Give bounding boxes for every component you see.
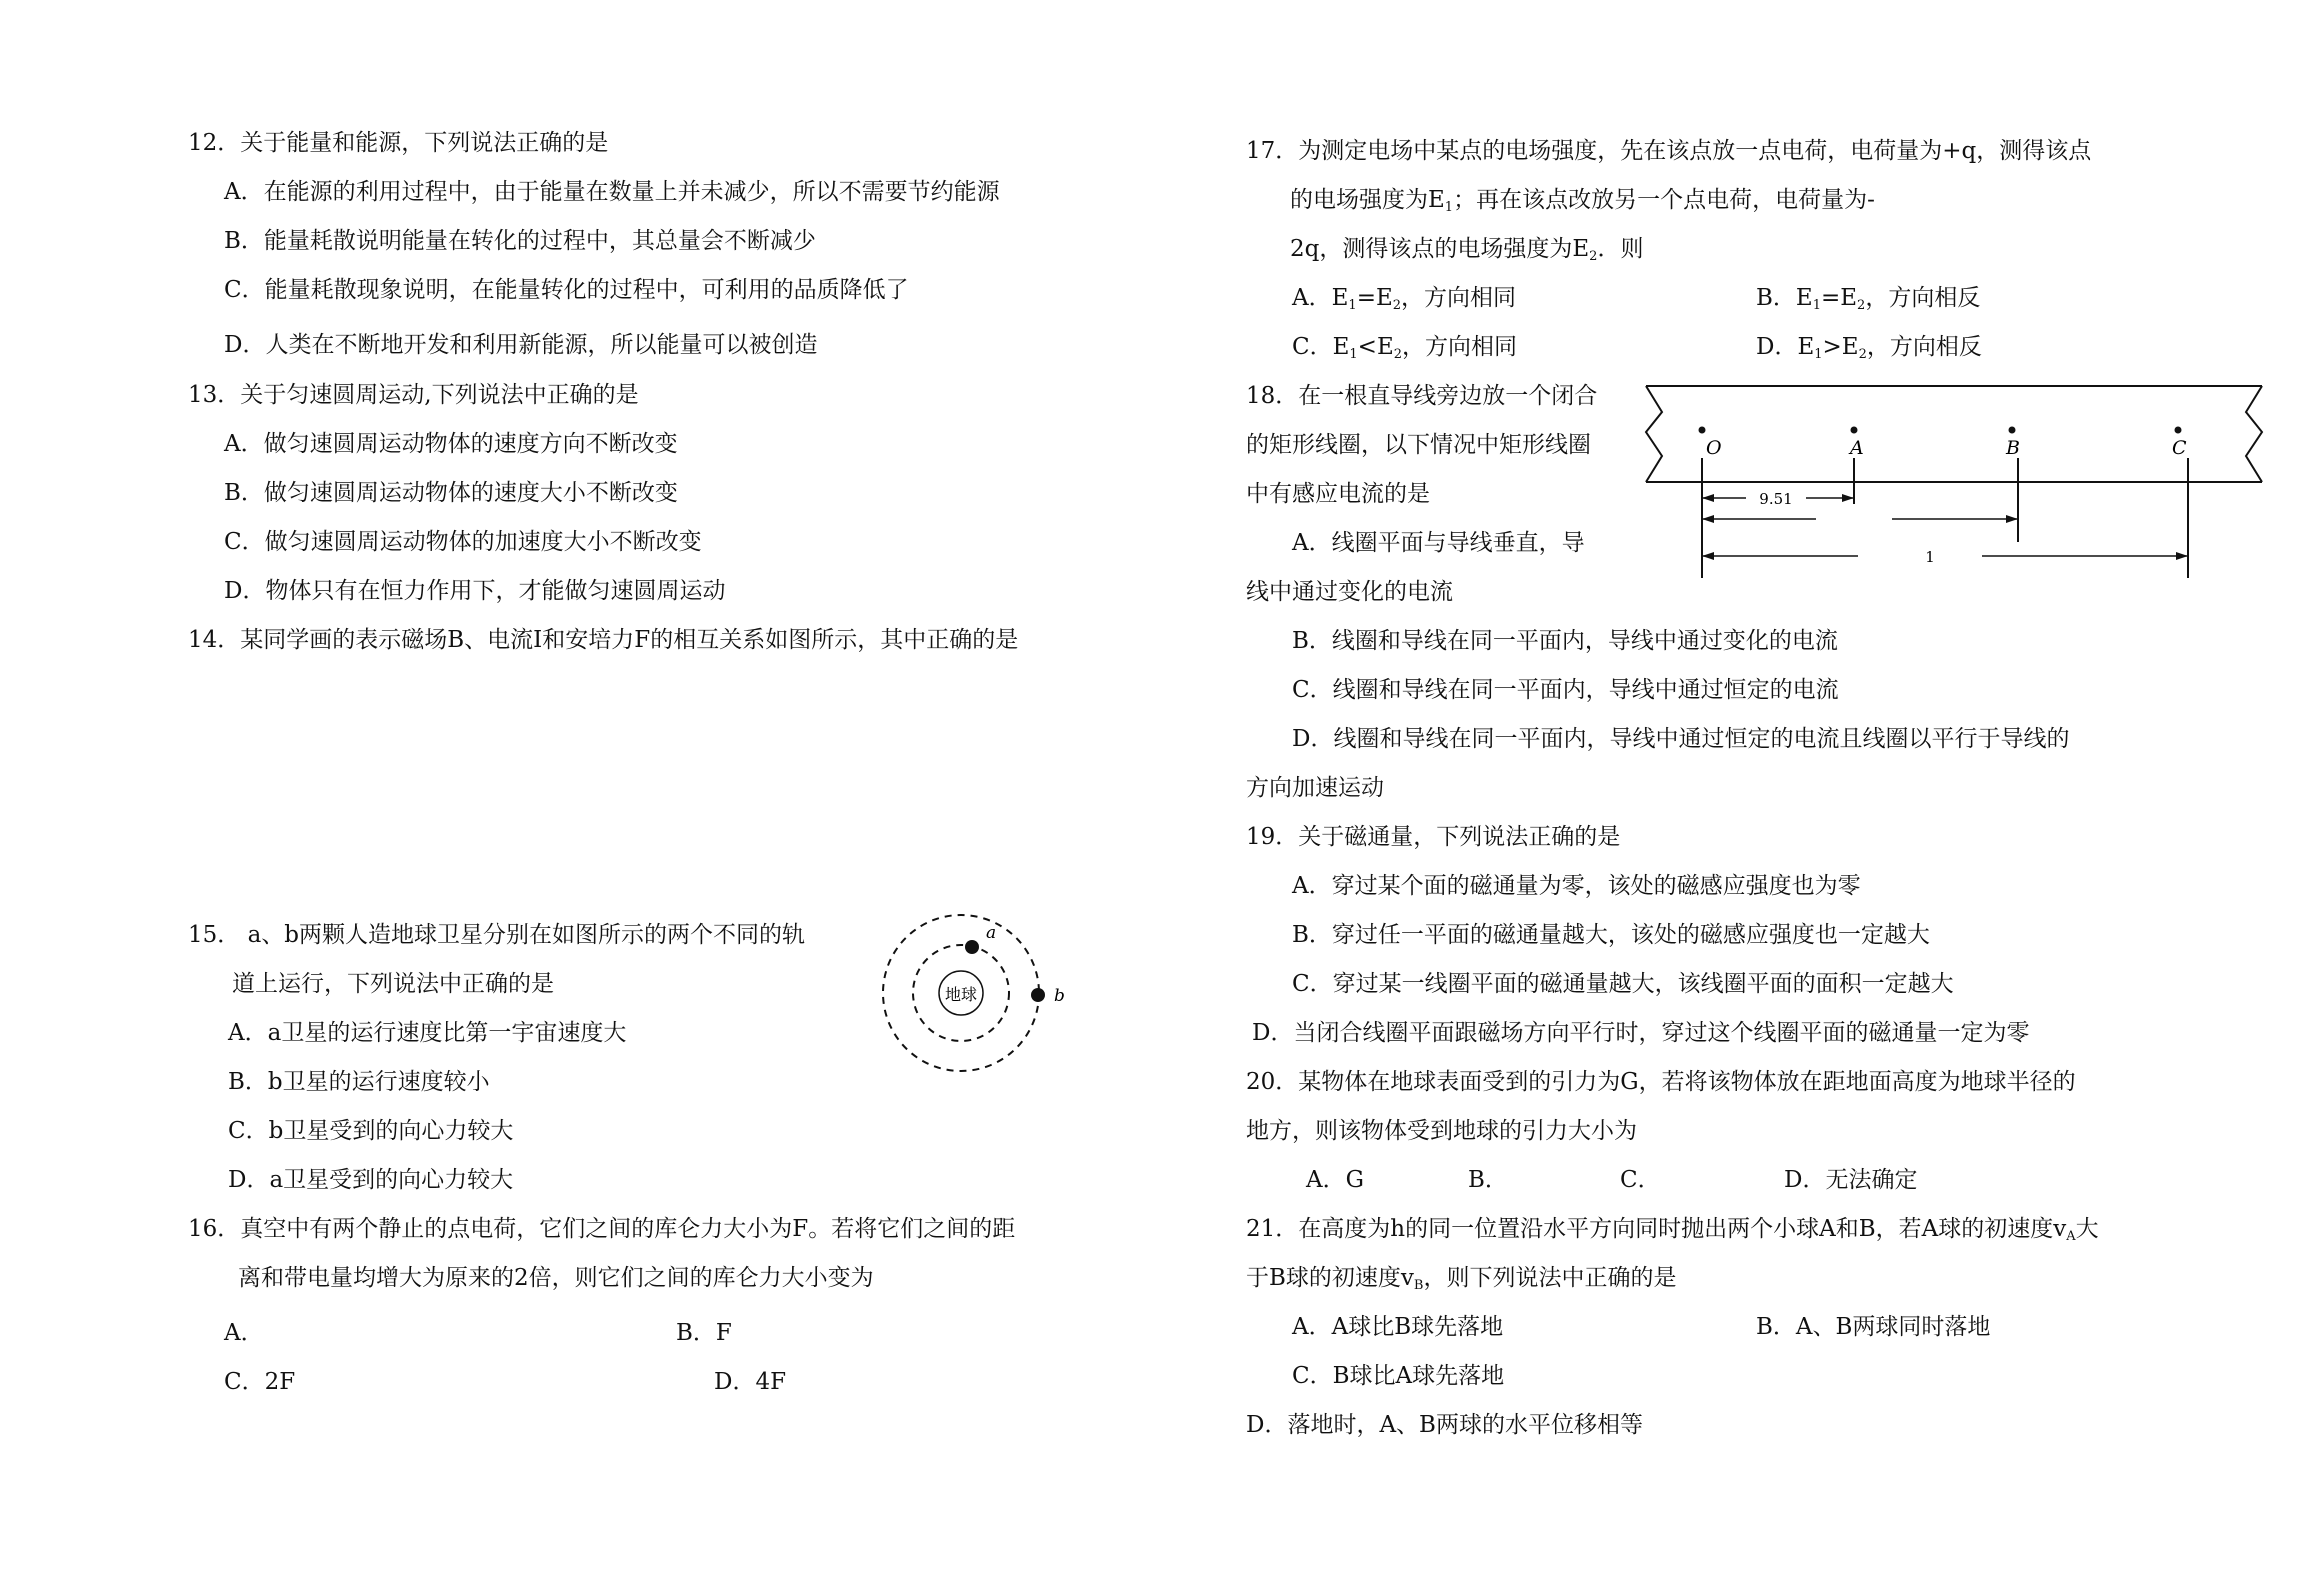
q21-stem-line2: 于B球的初速度$v_B$，则下列说法中正确的是 xyxy=(1246,1265,1677,1293)
dim-oc-label: 1 xyxy=(1925,548,1935,566)
satellite-a-label: a xyxy=(986,923,997,943)
q13-option-d: D．物体只有在恒力作用下，才能做匀速圆周运动 xyxy=(224,578,726,604)
q19-option-d: D．当闭合线圈平面跟磁场方向平行时，穿过这个线圈平面的磁通量一定为零 xyxy=(1252,1020,2030,1046)
label-c: C xyxy=(2172,437,2187,459)
q17-stem-line2: 的电场强度为$E_1$；再在该点改放另一个点电荷，电荷量为- xyxy=(1290,187,1875,215)
q20-stem-line1: 20．某物体在地球表面受到的引力为G，若将该物体放在距地面高度为地球半径的 xyxy=(1246,1069,2076,1095)
dim-ob-arrow-left xyxy=(1702,515,1714,523)
q21-stem-line1: 21．在高度为h的同一位置沿水平方向同时抛出两个小球A和B，若A球的初速度$v_A$大 xyxy=(1246,1216,2099,1244)
point-b xyxy=(2009,427,2016,434)
label-a: A xyxy=(1850,437,1864,459)
q15-option-d: D．a卫星受到的向心力较大 xyxy=(228,1167,514,1193)
wire-points-diagram xyxy=(1636,378,2272,578)
satellite-b-label: b xyxy=(1054,986,1065,1006)
q12-option-c: C．能量耗散现象说明，在能量转化的过程中，可利用的品质降低了 xyxy=(224,277,909,303)
dim-oa-arrow-left xyxy=(1702,494,1714,502)
q12-option-a: A．在能源的利用过程中，由于能量在数量上并未减少，所以不需要节约能源 xyxy=(224,179,1000,205)
q20-option-b: B． xyxy=(1468,1167,1508,1193)
q12-stem: 12．关于能量和能源，下列说法正确的是 xyxy=(188,130,609,156)
label-o: O xyxy=(1706,437,1722,459)
q14-stem: 14．某同学画的表示磁场B、电流I和安培力F的相互关系如图所示，其中正确的是 xyxy=(188,627,1019,653)
q18-option-c: C．线圈和导线在同一平面内，导线中通过恒定的电流 xyxy=(1292,677,1839,703)
q13-option-a: A．做匀速圆周运动物体的速度方向不断改变 xyxy=(224,431,678,457)
q16-option-b: B．F xyxy=(676,1320,732,1346)
point-o xyxy=(1699,427,1706,434)
q17-stem-line1: 17．为测定电场中某点的电场强度，先在该点放一点电荷，电荷量为+q，测得该点 xyxy=(1246,138,2092,164)
dim-ob-arrow-right xyxy=(2006,515,2018,523)
q17-option-d: D．$E_1>E_2$，方向相反 xyxy=(1756,334,1982,362)
q20-option-a: A．G xyxy=(1306,1167,1364,1193)
q18-option-a-line1: A．线圈平面与导线垂直，导 xyxy=(1292,530,1585,556)
q16-option-c: C．2F xyxy=(224,1369,296,1395)
point-a xyxy=(1851,427,1858,434)
dim-oa-arrow-right xyxy=(1842,494,1854,502)
q15-stem-line2: 道上运行，下列说法中正确的是 xyxy=(232,971,554,997)
q17-option-c: C．$E_1<E_2$，方向相同 xyxy=(1292,334,1518,362)
point-c xyxy=(2175,427,2182,434)
q17-stem-line3: 2q，测得该点的电场强度为$E_2$．则 xyxy=(1290,236,1644,264)
q17-option-b: B．$E_1=E_2$，方向相反 xyxy=(1756,285,1981,313)
q19-option-c: C．穿过某一线圈平面的磁通量越大，该线圈平面的面积一定越大 xyxy=(1292,971,1954,997)
q12-option-d: D．人类在不断地开发和利用新能源，所以能量可以被创造 xyxy=(224,332,818,358)
q16-option-a: A． xyxy=(224,1320,264,1346)
satellite-b xyxy=(1031,988,1045,1002)
q18-option-b: B．线圈和导线在同一平面内，导线中通过变化的电流 xyxy=(1292,628,1838,654)
orbit-diagram xyxy=(878,905,1078,1085)
q18-option-d-line1: D．线圈和导线在同一平面内，导线中通过恒定的电流且线圈以平行于导线的 xyxy=(1292,726,2070,752)
q20-option-c: C． xyxy=(1620,1167,1661,1193)
dim-oa-label: 9.51 xyxy=(1759,490,1793,508)
q20-stem-line2: 地方，则该物体受到地球的引力大小为 xyxy=(1246,1118,1637,1144)
q13-stem: 13．关于匀速圆周运动,下列说法中正确的是 xyxy=(188,382,639,408)
satellite-a xyxy=(965,940,979,954)
q12-option-b: B．能量耗散说明能量在转化的过程中，其总量会不断减少 xyxy=(224,228,816,254)
earth-label: 地球 xyxy=(944,985,978,1004)
q13-option-b: B．做匀速圆周运动物体的速度大小不断改变 xyxy=(224,480,678,506)
q16-stem-line2: 离和带电量均增大为原来的2倍，则它们之间的库仑力大小变为 xyxy=(238,1265,874,1291)
q18-option-d-line2: 方向加速运动 xyxy=(1246,775,1384,801)
q16-option-d: D．4F xyxy=(714,1369,787,1395)
q18-stem-line2: 的矩形线圈，以下情况中矩形线圈 xyxy=(1246,432,1591,458)
dim-oc-arrow-left xyxy=(1702,552,1714,560)
right-break xyxy=(2246,386,2262,482)
dim-oc-arrow-right xyxy=(2176,552,2188,560)
q19-option-b: B．穿过任一平面的磁通量越大，该处的磁感应强度也一定越大 xyxy=(1292,922,1930,948)
q18-stem-line1: 18．在一根直导线旁边放一个闭合 xyxy=(1246,383,1598,409)
q21-option-c: C．B球比A球先落地 xyxy=(1292,1363,1505,1389)
q19-stem: 19．关于磁通量，下列说法正确的是 xyxy=(1246,824,1621,850)
label-b: B xyxy=(2006,437,2020,459)
q17-option-a: A．$E_1=E_2$，方向相同 xyxy=(1292,285,1517,313)
q15-option-c: C．b卫星受到的向心力较大 xyxy=(228,1118,514,1144)
q21-option-d: D．落地时，A、B两球的水平位移相等 xyxy=(1246,1412,1643,1438)
q20-option-d: D．无法确定 xyxy=(1784,1167,1918,1193)
q13-option-c: C．做匀速圆周运动物体的加速度大小不断改变 xyxy=(224,529,702,555)
q15-option-b: B．b卫星的运行速度较小 xyxy=(228,1069,490,1095)
q15-option-a: A．a卫星的运行速度比第一宇宙速度大 xyxy=(228,1020,627,1046)
q19-option-a: A．穿过某个面的磁通量为零，该处的磁感应强度也为零 xyxy=(1292,873,1861,899)
q16-stem-line1: 16．真空中有两个静止的点电荷，它们之间的库仑力大小为F。若将它们之间的距 xyxy=(188,1216,1016,1242)
q15-stem-line1: 15． a、b两颗人造地球卫星分别在如图所示的两个不同的轨 xyxy=(188,922,806,948)
q18-option-a-line2: 线中通过变化的电流 xyxy=(1246,579,1453,605)
left-break xyxy=(1646,386,1662,482)
q21-option-a: A．A球比B球先落地 xyxy=(1292,1314,1504,1340)
q18-stem-line3: 中有感应电流的是 xyxy=(1246,481,1430,507)
q21-option-b: B．A、B两球同时落地 xyxy=(1756,1314,1991,1340)
